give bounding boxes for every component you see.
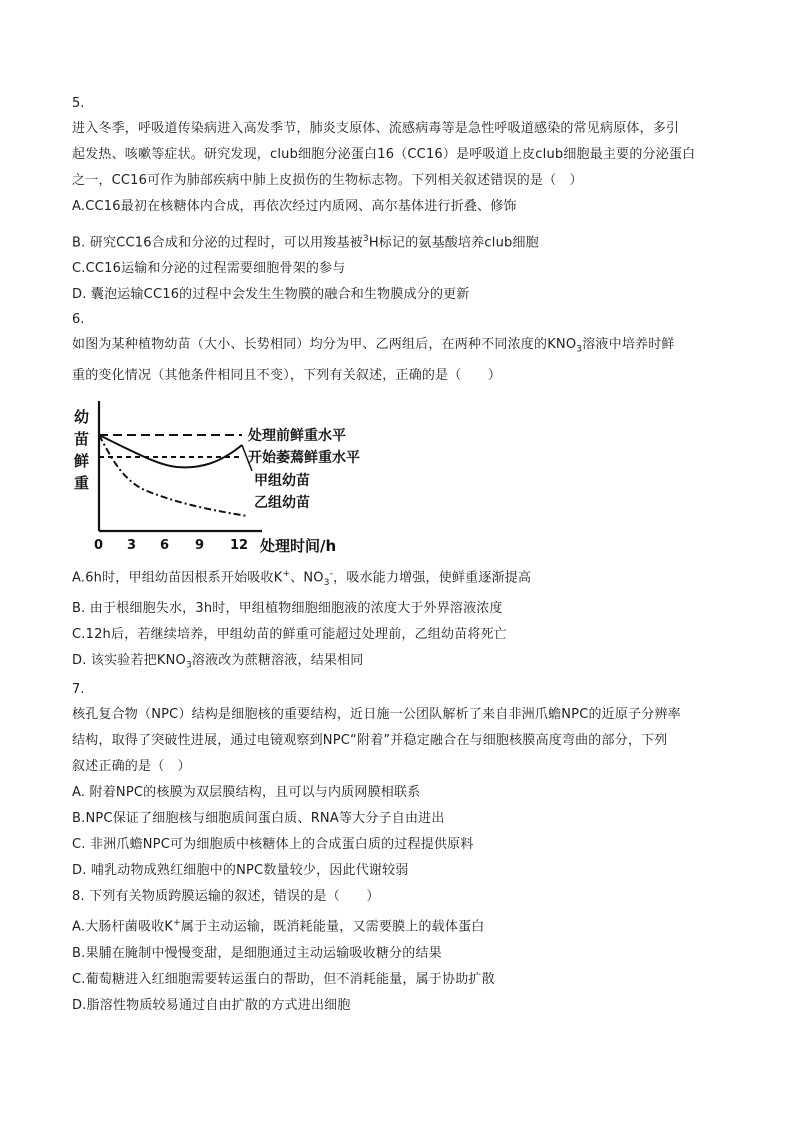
x-axis-label: 处理时间/h <box>260 536 337 555</box>
exam-page <box>72 92 732 1019</box>
x-tick-3: 3 <box>127 537 137 553</box>
question-7-option-b: B.NPC保证了细胞核与细胞质间蛋白质、RNA等大分子自由进出 <box>72 811 445 827</box>
question-5-option-c: C.CC16运输和分泌的过程需要细胞骨架的参与 <box>72 261 346 277</box>
question-6-option-b: B. 由于根细胞失水，3h时，甲组植物细胞细胞液的浓度大于外界溶液浓度 <box>72 600 503 616</box>
question-7-stem-line-2: 结构，取得了突破性进展，通过电镜观察到NPC“附着”并稳定融合在与细胞核膜高度弯曲的部分，下列 <box>72 733 668 749</box>
legend-group-b: 乙组幼苗 <box>254 494 310 511</box>
question-7-number: 7. <box>72 682 85 698</box>
question-8-option-a <box>72 910 732 940</box>
question-6-number: 6. <box>72 312 85 328</box>
fresh-weight-figure <box>72 393 382 559</box>
question-6-stem-line-1 <box>72 332 732 363</box>
q6-option-a-sub: 3 <box>323 577 330 588</box>
y-axis-label-char-2: 苗 <box>74 429 90 448</box>
x-tick-6: 6 <box>160 537 170 553</box>
legend-pre-treatment-level: 处理前鲜重水平 <box>248 427 346 444</box>
question-8-stem: 8. 下列有关物质跨膜运输的叙述，错误的是（ ） <box>72 889 380 905</box>
y-axis-label-char-4: 重 <box>74 473 90 492</box>
fresh-weight-chart <box>72 393 382 559</box>
question-6-option-a <box>72 561 732 596</box>
question-5-stem-line-2: 起发热、咳嗽等症状。研究发现，club细胞分泌蛋白16（CC16）是呼吸道上皮club细胞最主要的分泌蛋白 <box>72 147 696 162</box>
question-7-stem-line-1: 核孔复合物（NPC）结构是细胞核的重要结构，近日施一公团队解析了来自非洲爪蟾NPC的近原子分辨率 <box>72 707 681 723</box>
x-tick-9: 9 <box>195 537 205 553</box>
q6-option-a-sup-1: + <box>282 568 291 579</box>
x-tick-12: 12 <box>230 537 249 553</box>
q6-stem-subscript: 3 <box>576 344 583 355</box>
question-5-stem-line-1: 进入冬季，呼吸道传染病进入高发季节，肺炎支原体、流感病毒等是急性呼吸道感染的常见病原体，多引 <box>72 121 680 136</box>
q5-option-b-text-1: B. 研究CC16合成和分泌的过程时，可以用羧基被 <box>72 235 363 251</box>
q6-option-a-text-3: ，吸水能力增强，使鲜重逐渐提高 <box>333 570 532 586</box>
q6-option-d-text-1: D. 该实验若把KNO <box>72 652 186 668</box>
q5-option-b-text-2: H标记的氨基酸培养club细胞 <box>368 235 539 251</box>
q6-option-a-text-2: 、NO <box>290 570 324 586</box>
legend-wilting-level: 开始萎蔫鲜重水平 <box>248 449 360 466</box>
q6-stem-text-1: 如图为某种植物幼苗（大小、长势相同）均分为甲、乙两组后，在两种不同浓度的KNO <box>72 337 577 353</box>
q6-stem-text-2: 溶液中培养时鲜 <box>582 337 675 353</box>
x-tick-0: 0 <box>94 537 104 553</box>
q6-option-a-text-1: A.6h时，甲组幼苗因根系开始吸收K <box>72 570 283 586</box>
q5-option-b-superscript: 3 <box>362 234 369 244</box>
q8-option-a-text-2: 属于主动运输，既消耗能量，又需要膜上的载体蛋白 <box>180 919 485 935</box>
question-7-stem-line-3: 叙述正确的是（ ） <box>72 759 191 775</box>
question-5-stem-line-3: 之一，CC16可作为肺部疾病中肺上皮损伤的生物标志物。下列相关叙述错误的是（ ） <box>72 173 583 188</box>
group-a-curve <box>99 435 242 467</box>
question-6-option-d <box>72 648 732 679</box>
legend-group-a: 甲组幼苗 <box>254 472 310 489</box>
question-8-option-c: C.葡萄糖进入红细胞需要转运蛋白的帮助，但不消耗能量，属于协助扩散 <box>72 971 495 987</box>
question-8-option-d: D.脂溶性物质较易通过自由扩散的方式进出细胞 <box>72 997 351 1013</box>
question-7-option-c: C. 非洲爪蟾NPC可为细胞质中核糖体上的合成蛋白质的过程提供原料 <box>72 837 474 853</box>
q6-option-d-text-2: 溶液改为蔗糖溶液，结果相同 <box>191 652 364 668</box>
question-6-option-c: C.12h后，若继续培养，甲组幼苗的鲜重可能超过处理前，乙组幼苗将死亡 <box>72 626 507 642</box>
question-6-stem-line-2: 重的变化情况（其他条件相同且不变），下列有关叙述，正确的是（ ） <box>72 367 502 383</box>
y-axis-label-char-1: 幼 <box>74 407 90 426</box>
question-5-option-d: D. 囊泡运输CC16的过程中会发生生物膜的融合和生物膜成分的更新 <box>72 287 470 303</box>
question-7-option-a: A. 附着NPC的核膜为双层膜结构，且可以与内质网膜相联系 <box>72 785 421 801</box>
question-8-option-b: B.果脯在腌制中慢慢变甜，是细胞通过主动运输吸收糖分的结果 <box>72 945 442 961</box>
q6-option-a-sup-2: - <box>329 568 334 579</box>
question-5-option-b <box>72 226 732 256</box>
q6-option-d-sub: 3 <box>185 660 192 671</box>
q8-option-a-sup: + <box>173 918 181 929</box>
y-axis-label-char-3: 鲜 <box>74 451 90 470</box>
group-b-curve <box>99 435 247 516</box>
question-7-option-d: D. 哺乳动物成熟红细胞中的NPC数量较少，因此代谢较弱 <box>72 863 409 879</box>
q8-option-a-text-1: A.大肠杆菌吸收K <box>72 919 174 935</box>
question-5-option-a: A.CC16最初在核糖体内合成，再依次经过内质网、高尔基体进行折叠、修饰 <box>72 199 517 214</box>
question-5-number: 5. <box>72 96 85 111</box>
